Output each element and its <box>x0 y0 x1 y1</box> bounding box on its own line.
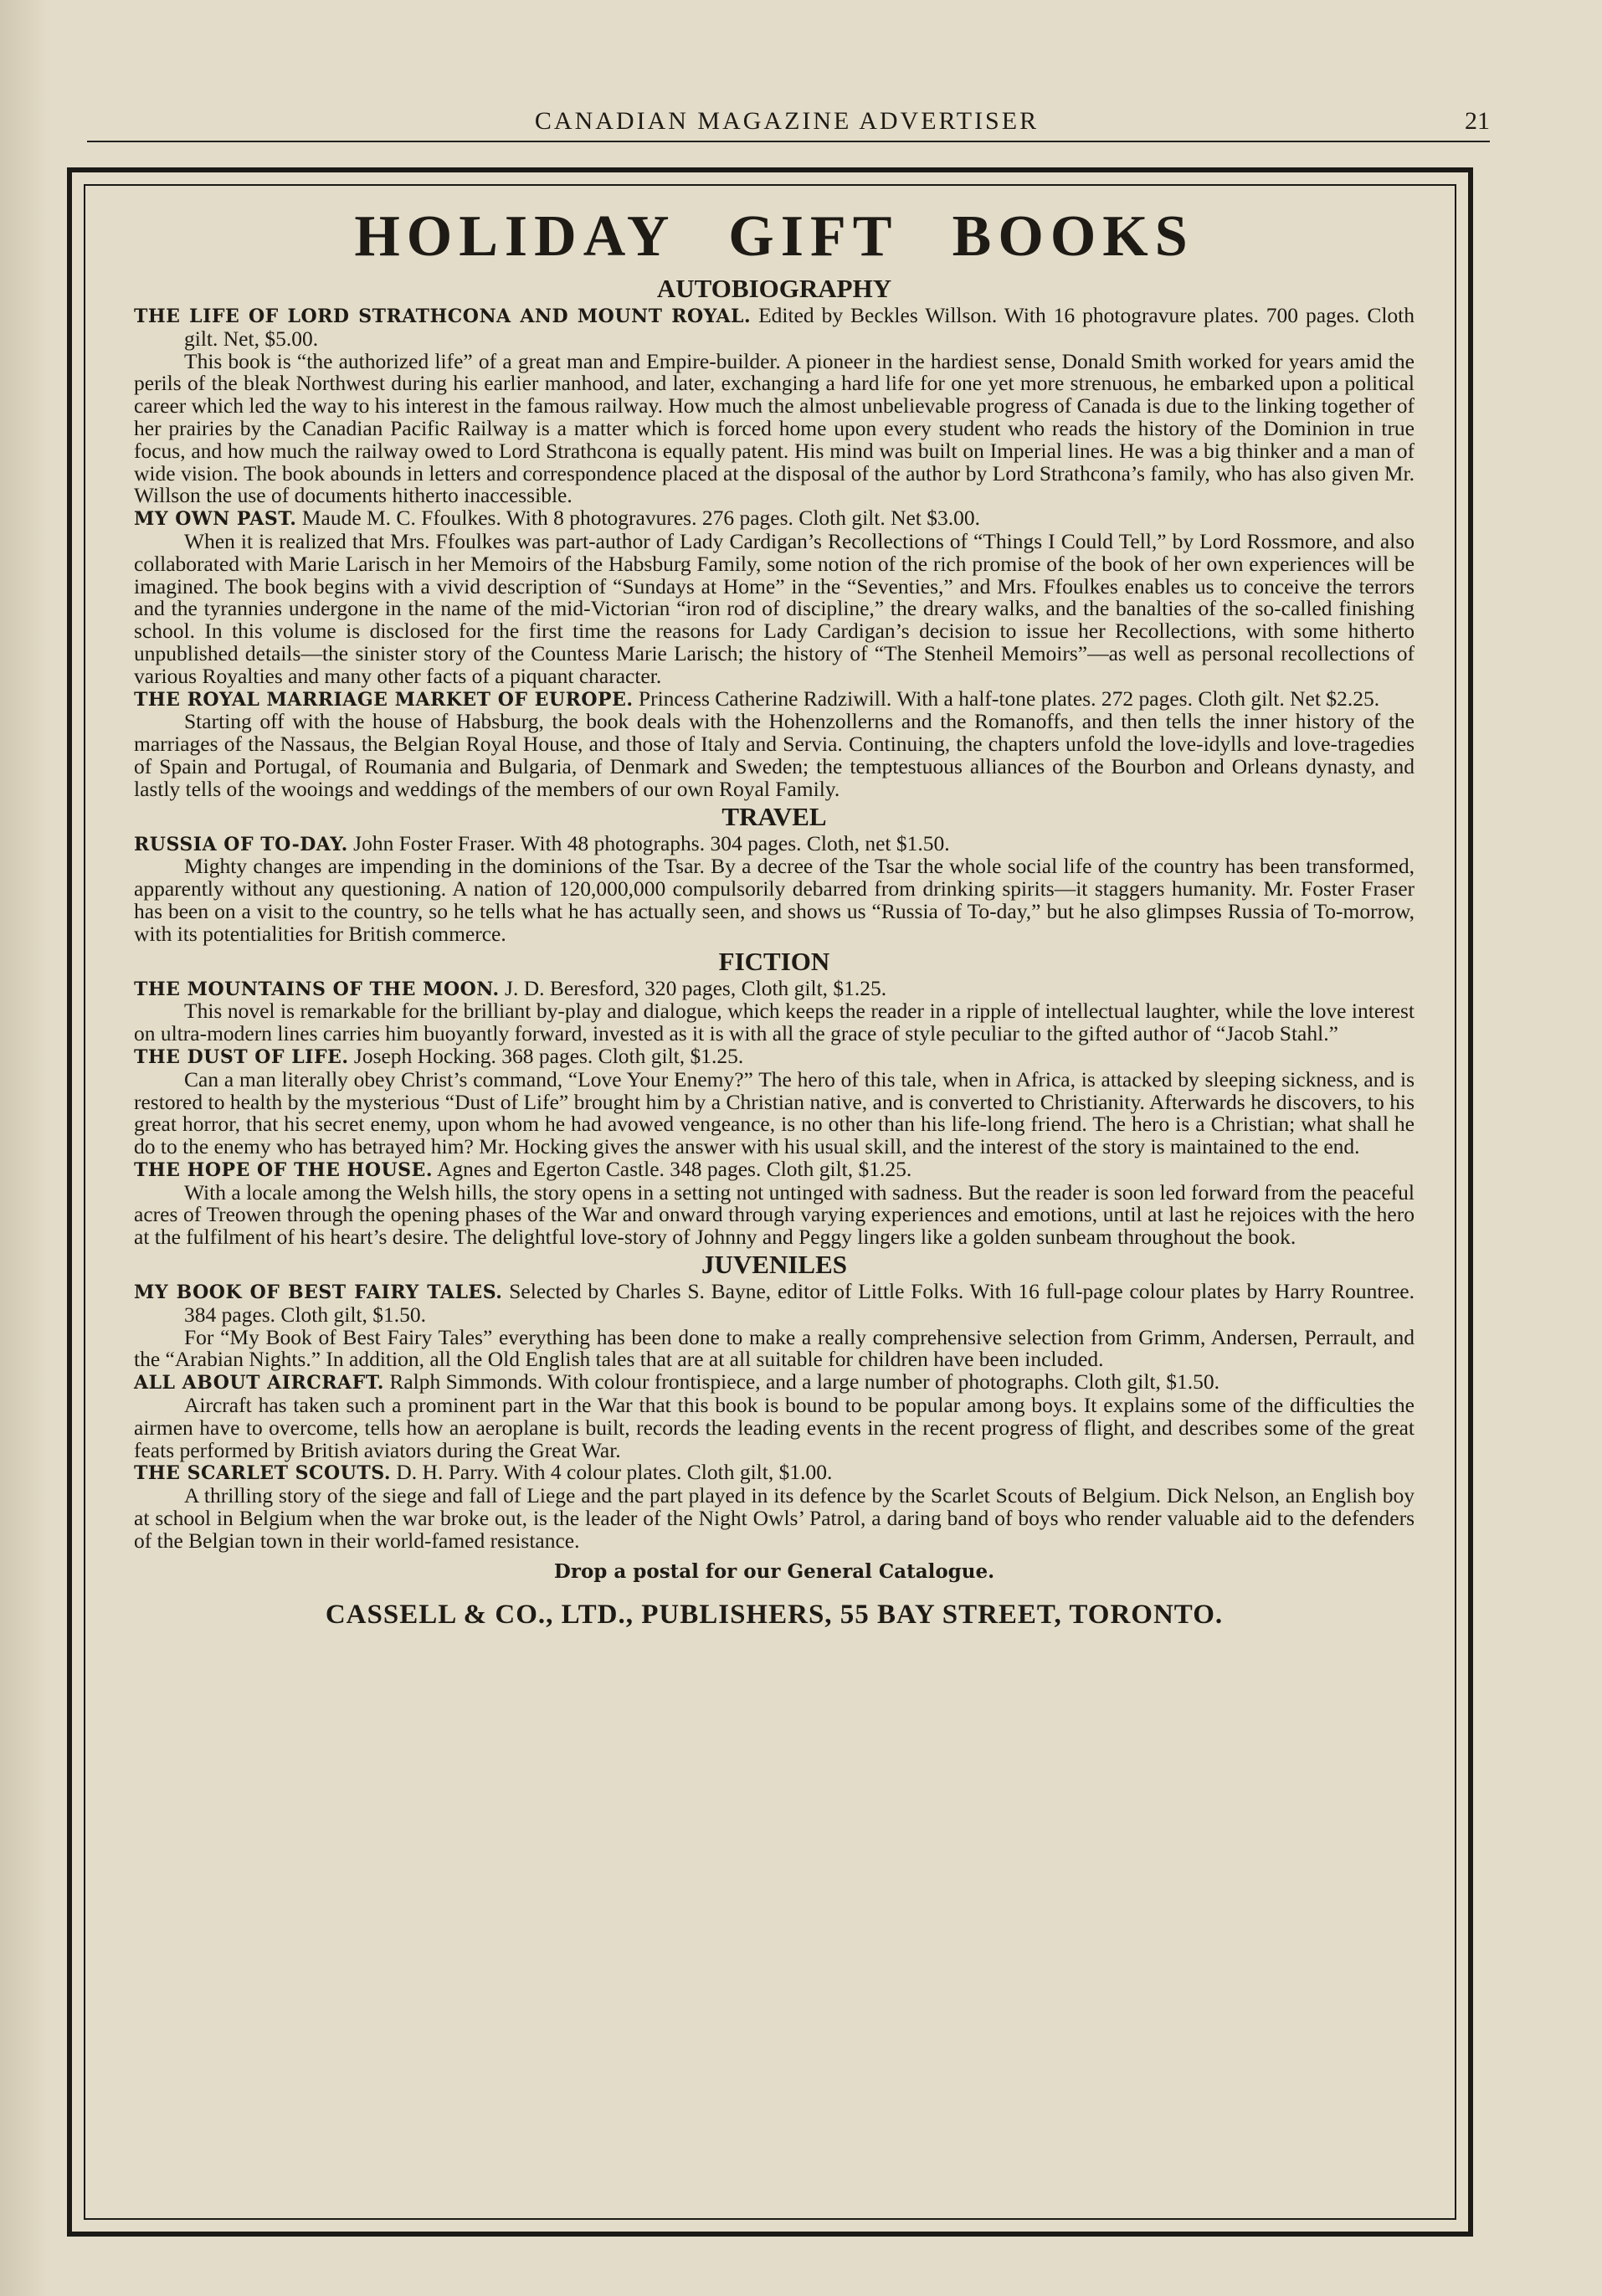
catalogue-note: Drop a postal for our General Catalogue. <box>553 1559 995 1583</box>
advertisement-content <box>134 201 1415 1638</box>
book-description: Mighty changes are impending in the dominions of the Tsar. By a decree of the Tsar the whole social life of the country has been transformed, apparently without any questioning. A nation of 120,000,000 compulsorily debarred from drinking spirits—it staggers humanity. Mr. Foster Fraser has been on a visit to the country, so he tells what he has actually seen, and shows us “Russia of To-day,” but he also glimpses Russia of To-morrow, with its potentialities for British commerce. <box>134 854 1415 946</box>
section-travel <box>134 801 1415 946</box>
book-title: THE ROYAL MARRIAGE MARKET OF EUROPE. <box>134 688 634 711</box>
book-heading <box>134 1461 1415 1485</box>
book-details: John Foster Fraser. With 48 photographs. 304 pages. Cloth, net $1.50. <box>353 830 950 855</box>
running-head <box>84 107 1490 149</box>
book-title: RUSSIA OF TO-DAY. <box>134 833 348 855</box>
book-heading <box>134 305 1415 351</box>
book-heading <box>134 975 1415 1001</box>
book-details: Ralph Simmonds. With colour frontispiece, and a large number of photographs. Cloth gilt, $1.50. <box>389 1369 1219 1395</box>
book-entry <box>134 1158 1415 1249</box>
book-details: Agnes and Egerton Castle. 348 pages. Cloth gilt, $1.25. <box>436 1156 912 1181</box>
section-heading: TRAVEL <box>721 801 827 831</box>
section-autobiography <box>134 273 1415 801</box>
book-entry <box>134 688 1415 801</box>
book-description: This novel is remarkable for the brilliant by-play and dialogue, which keeps the reader in a ripple of intellectual laughter, while the love interest on ultra-modern lines carries him buoyantly forward, invested as it is with all the grace of style peculiar to the gifted author of “Jacob Stahl.” <box>134 999 1415 1046</box>
book-description: Aircraft has taken such a prominent part in the War that this book is bound to be popular among boys. It explains some of the difficulties the airmen have to overcome, tells how an aeroplane is built, records the leading events in the recent progress of flight, and describes some of the great feats performed by British aviators during the Great War. <box>134 1393 1415 1462</box>
book-heading <box>134 1158 1415 1182</box>
book-entry <box>134 507 1415 687</box>
book-heading <box>134 1281 1415 1327</box>
book-details: D. H. Parry. With 4 colour plates. Cloth gilt, $1.00. <box>396 1460 833 1485</box>
section-juveniles <box>134 1249 1415 1553</box>
book-entry <box>134 830 1415 946</box>
publisher-imprint: CASSELL & CO., LTD., PUBLISHERS, 55 BAY STREET, TORONTO. <box>325 1599 1224 1630</box>
book-title: THE LIFE OF LORD STRATHCONA AND MOUNT ROYAL. <box>134 306 752 327</box>
book-description: A thrilling story of the siege and fall of Liege and the part played in its defence by the Scarlet Scouts of Belgium. Dick Nelson, an English boy at school in Belgium when the war broke out, is the leader of the Night Owls’ Patrol, a daring band of boys who render valuable aid to the defenders of the Belgian town in their world-famed resistance. <box>134 1483 1415 1553</box>
book-entry <box>134 1281 1415 1371</box>
section-heading: FICTION <box>718 946 830 976</box>
book-description: When it is realized that Mrs. Ffoulkes was part-author of Lady Cardigan’s Recollections of “Things I Could Tell,” by Lord Rossmore, and also collaborated with Marie Larisch in her Memoirs of the Habsburg Family, some notion of the rich promise of the book of her own experiences will be imagined. The book begins with a vivid description of “Sundays at Home” in the “Seventies,” and Mrs. Ffoulkes enables us to conceive the terrors and the tyrannies undergone in the name of the mid-Victorian “iron rod of discipline,” the dreary walks, and the banalties of the so-called finishing school. In this volume is disclosed for the first time the reasons for Lady Cardigan’s decision to issue her Recollections, with some hitherto unpublished details—the sinister story of the Countess Marie Larisch; the history of “The Stenheil Memoirs”—as well as personal recollections of various Royalties and many other facts of a piquant character. <box>134 528 1415 688</box>
book-description: This book is “the authorized life” of a great man and Empire-builder. A pioneer in the hardiest sense, Donald Smith worked for years amid the perils of the bleak Northwest during his earlier manhood, and later, exchanging a hard life for one yet more strenuous, he embarked upon a political career which led the way to his interest in the famous railway. How much the almost unbelievable progress of Canada is due to the linking together of her prairies by the Canadian Pacific Railway is a matter which is forced home upon every student who reads the history of the Dominion in true focus, and how much the railway owed to Lord Strathcona is equally patent. His mind was built on Imperial lines. He was a big thinker and a man of wide vision. The book abounds in letters and correspondence placed at the disposal of the author by Lord Strathcona’s family, who has also given Mr. Willson the use of documents hitherto inaccessible. <box>134 348 1415 508</box>
book-title: THE SCARLET SCOUTS. <box>134 1462 391 1485</box>
book-description: Starting off with the house of Habsburg, the book deals with the Hohenzollerns and the Romanoffs, and then tells the inner history of the marriages of the Nassaus, the Belgian Royal House, and those of Italy and Servia. Continuing, the chapters unfold the love-idylls and love-tragedies of Spain and Portugal, of Roumania and Bulgaria, of Denmark and Sweden; the temptestuous alliances of the Bourbon and Orleans dynasty, and lastly tells of the wooings and weddings of the members of our own Royal Family. <box>134 709 1415 801</box>
book-entry <box>134 1045 1415 1158</box>
book-heading <box>134 1371 1415 1395</box>
book-title: THE MOUNTAINS OF THE MOON. <box>134 978 500 1000</box>
book-details: Selected by Charles S. Bayne, editor of Little Folks. With 16 full-page colour plates by Harry Rountree. 384 pages. Cloth gilt, $1.50. <box>184 1279 1415 1327</box>
book-description: For “My Book of Best Fairy Tales” everything has been done to make a really comprehensive selection from Grimm, Andersen, Perrault, and the “Arabian Nights.” In addition, all the Old English tales that are at all suitable for children have been included. <box>134 1324 1415 1372</box>
section-heading: JUVENILES <box>701 1250 847 1280</box>
book-entry <box>134 975 1415 1046</box>
book-heading <box>134 830 1415 856</box>
book-title: THE HOPE OF THE HOUSE. <box>134 1158 433 1181</box>
book-heading <box>134 1045 1415 1069</box>
book-details: Joseph Hocking. 368 pages. Cloth gilt, $1.25. <box>353 1043 744 1068</box>
page-number: 21 <box>1465 107 1490 135</box>
book-description: With a locale among the Welsh hills, the story opens in a setting not untinged with sadness. But the reader is soon led forward from the peaceful acres of Treowen through the opening phases of the War and onward through varying experiences and emotions, until at last he rejoices with the hero at the fulfilment of his heart’s desire. The delightful love-story of Johnny and Peggy lingers like a golden sunbeam throughout the book. <box>134 1179 1415 1250</box>
book-heading <box>134 507 1415 531</box>
book-title: THE DUST OF LIFE. <box>134 1045 349 1068</box>
section-fiction <box>134 946 1415 1250</box>
book-title: ALL ABOUT AIRCRAFT. <box>134 1372 384 1395</box>
book-title: MY BOOK OF BEST FAIRY TALES. <box>134 1282 503 1304</box>
section-heading: AUTOBIOGRAPHY <box>656 274 892 303</box>
book-description: Can a man literally obey Christ’s command, “Love Your Enemy?” The hero of this tale, when in Africa, is attacked by sleeping sickness, and is restored to health by the mysterious “Dust of Life” brought him by a Christian native, and is converted to Christianity. Afterwards he discovers, to his great horror, that his secret enemy, upon whom he had avowed vengeance, is no other than his life-long friend. The hero is a Christian; what shall he do to the enemy who has betrayed him? Mr. Hocking gives the answer with his usual skill, and the interest of the story is maintained to the end. <box>134 1066 1415 1159</box>
book-details: Princess Catherine Radziwill. With a half-tone plates. 272 pages. Cloth gilt. Net $2.25. <box>638 686 1380 711</box>
advertisement-title: HOLIDAY GIFT BOOKS <box>354 204 1194 269</box>
header-rule <box>87 141 1490 142</box>
book-title: MY OWN PAST. <box>134 508 297 531</box>
book-entry <box>134 1461 1415 1552</box>
book-details: J. D. Beresford, 320 pages, Cloth gilt, $1.25. <box>505 975 887 1000</box>
book-details: Maude M. C. Ffoulkes. With 8 photogravures. 276 pages. Cloth gilt. Net $3.00. <box>301 506 981 531</box>
page-edge-shadow <box>0 0 50 2296</box>
running-title: CANADIAN MAGAZINE ADVERTISER <box>534 107 1040 135</box>
book-entry <box>134 305 1415 507</box>
book-entry <box>134 1371 1415 1461</box>
book-heading <box>134 688 1415 711</box>
book-details: Edited by Beckles Willson. With 16 photogravure plates. 700 pages. Cloth gilt. Net, $5.00. <box>184 303 1415 351</box>
